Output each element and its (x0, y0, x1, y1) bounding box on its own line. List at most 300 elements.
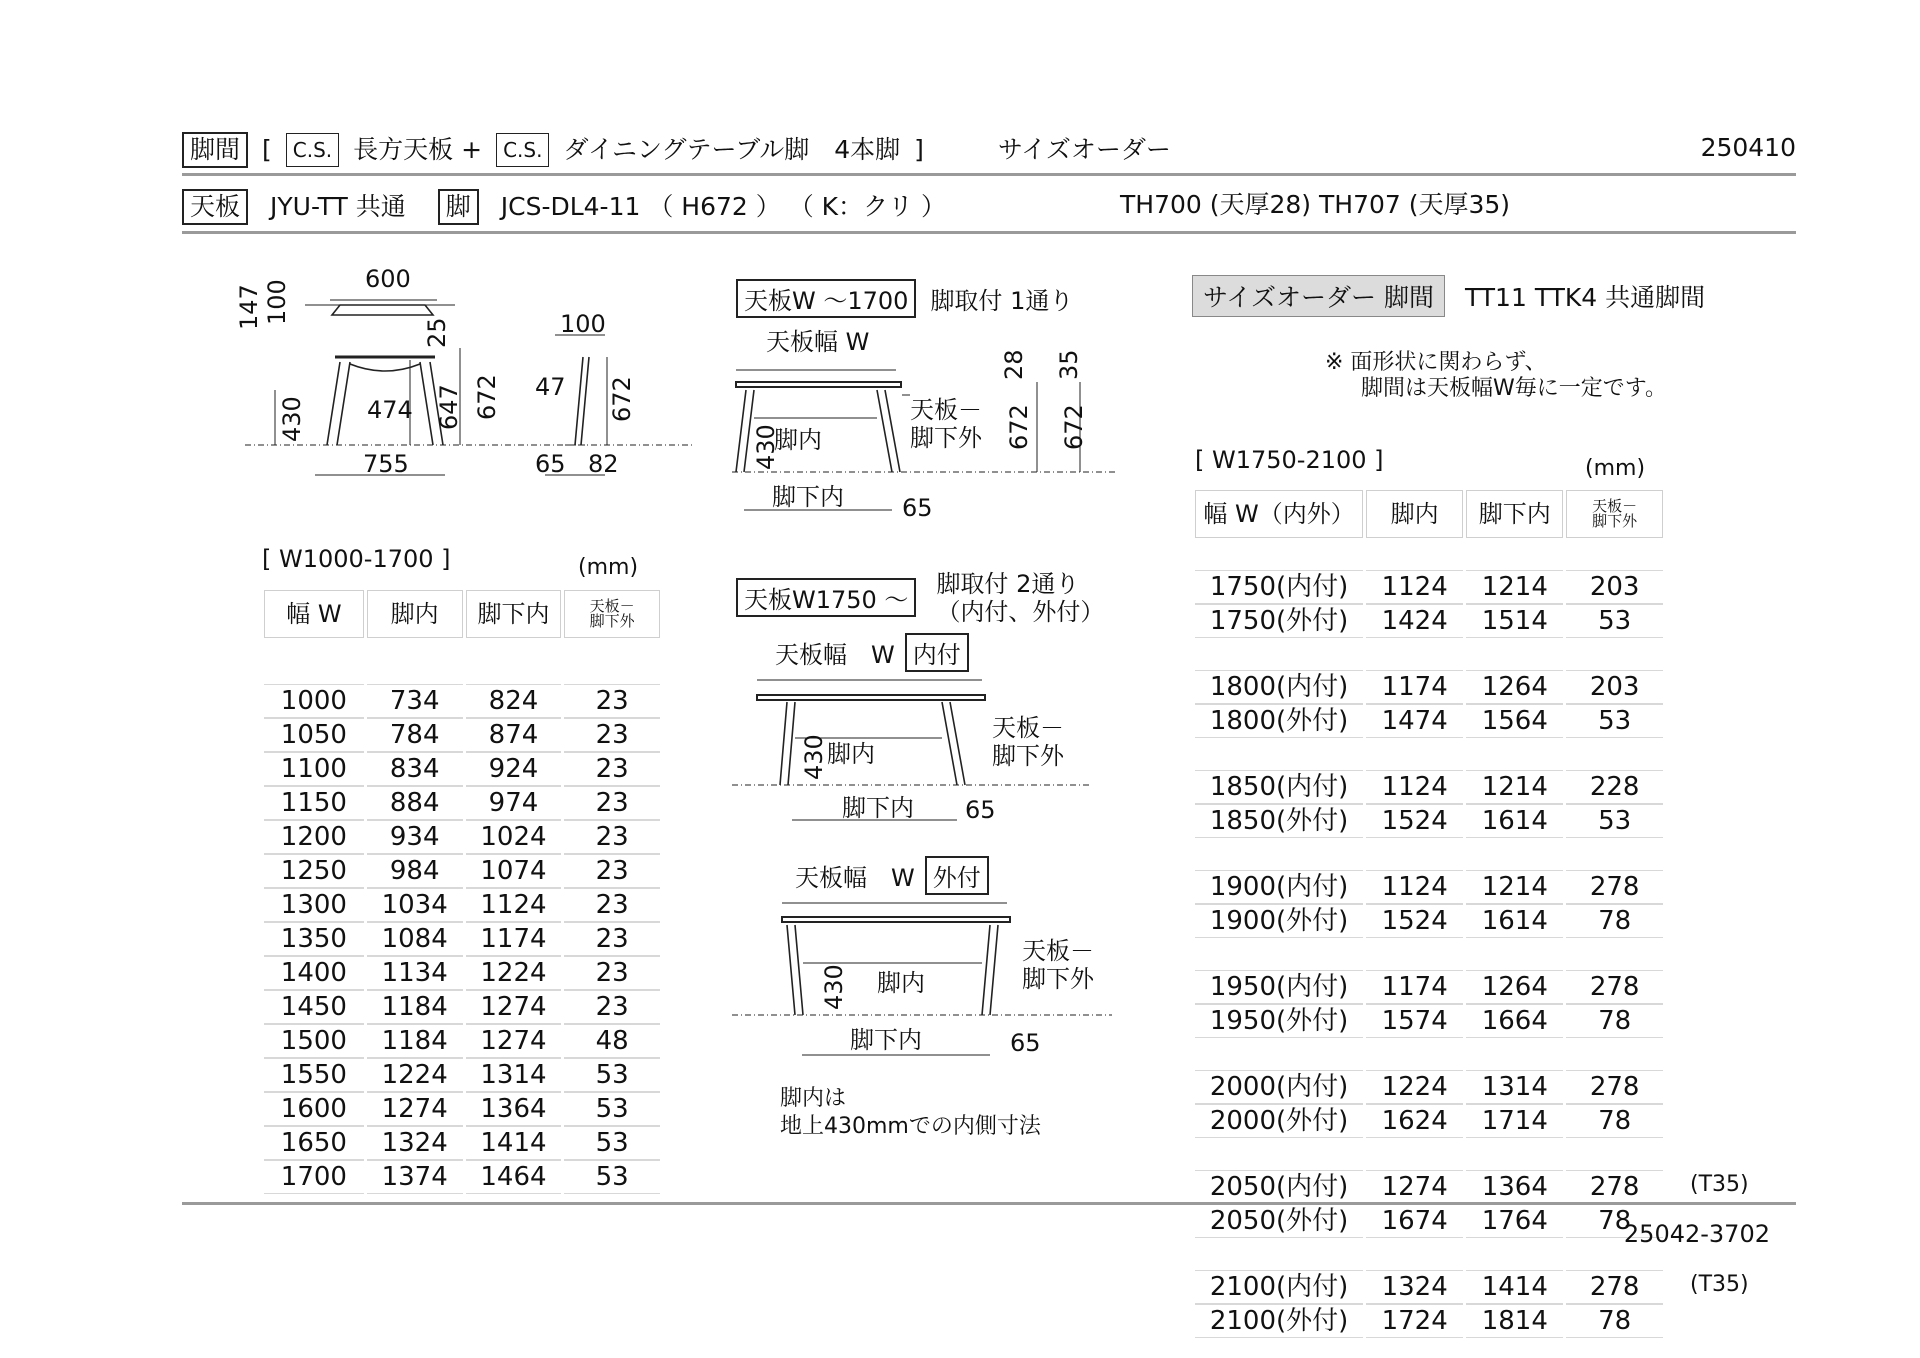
table-row (264, 1092, 660, 1126)
table-row (264, 990, 660, 1024)
cell-top-leg-outer: 48 (564, 1024, 660, 1058)
spacer-cell (1566, 838, 1663, 870)
cell-leg-inner: 784 (367, 718, 463, 752)
cell-width: 1550 (264, 1058, 364, 1092)
table-row (264, 854, 660, 888)
diagram2-title-note: 脚取付 1通り (930, 287, 1074, 315)
cell-top-leg-outer: 278 (1566, 1070, 1663, 1104)
cell-leg-inner: 1524 (1366, 904, 1463, 938)
cell-top-leg-outer: 23 (564, 718, 660, 752)
cell-leg-inner: 1084 (367, 922, 463, 956)
group-spacer (1195, 738, 1663, 770)
cell-width-inout: 1950(外付) (1195, 1004, 1363, 1038)
cell-width: 1150 (264, 786, 364, 820)
cell-leg-bottom-inner: 1214 (1466, 770, 1563, 804)
cell-width-inout: 2050(外付) (1195, 1204, 1363, 1238)
cell-leg-inner: 1224 (367, 1058, 463, 1092)
cell-leg-bottom-inner: 1264 (1466, 970, 1563, 1004)
cell-width: 1450 (264, 990, 364, 1024)
spacer-cell (1366, 638, 1463, 670)
cell-leg-bottom-inner: 1314 (1466, 1070, 1563, 1104)
table-row (1195, 1170, 1663, 1204)
cell-leg-bottom-inner: 1124 (466, 888, 562, 922)
spacer-cell (1566, 538, 1663, 570)
spacer-cell (1566, 938, 1663, 970)
cell-leg-bottom-inner: 1764 (1466, 1204, 1563, 1238)
diagram3-note-1: 脚内は (780, 1086, 847, 1111)
row-note-t35: (T35) (1690, 1272, 1749, 1297)
cell-leg-bottom-inner: 1414 (1466, 1270, 1563, 1304)
cell-width-inout: 1750(外付) (1195, 604, 1363, 638)
spacer-cell (1466, 638, 1563, 670)
header-leg-bottom-inner: 脚下内 (466, 590, 562, 638)
table-row (264, 888, 660, 922)
d2-side-label-1: 天板－ (910, 396, 982, 424)
table-right-range: [ W1750-2100 ] (1195, 446, 1384, 474)
spacer-cell (1566, 638, 1663, 670)
header-leg-bottom-inner-r: 脚下内 (1466, 490, 1563, 538)
table-row (1195, 770, 1663, 804)
group-spacer (1195, 1138, 1663, 1170)
dim-100a: 100 (263, 279, 291, 325)
dim-672a: 672 (473, 374, 501, 420)
table-row (1195, 1204, 1663, 1238)
cell-top-leg-outer: 53 (564, 1092, 660, 1126)
cell-leg-inner: 1124 (1366, 770, 1463, 804)
cell-leg-inner: 1374 (367, 1160, 463, 1194)
table-row (1195, 670, 1663, 704)
cell-leg-bottom-inner: 1274 (466, 990, 562, 1024)
spacer-cell (1195, 538, 1363, 570)
cell-top-leg-outer: 53 (564, 1058, 660, 1092)
header-width-inout: 幅 W（内外） (1195, 490, 1363, 538)
spacer-cell (1195, 1038, 1363, 1070)
cell-leg-inner: 1674 (1366, 1204, 1463, 1238)
d3-tag-inner: 内付 (905, 633, 969, 672)
cell-leg-bottom-inner: 1214 (1466, 570, 1563, 604)
table-right-unit: (mm) (1585, 456, 1646, 481)
right-panel-note-1: ※ 面形状に関わらず、 (1325, 350, 1547, 375)
cell-top-leg-outer: 78 (1566, 1204, 1663, 1238)
table-left-range: [ W1000-1700 ] (262, 545, 451, 573)
spacer-cell (1195, 1238, 1363, 1270)
cell-leg-inner: 1184 (367, 1024, 463, 1058)
d3-dim-65b: 65 (1010, 1029, 1041, 1057)
cell-leg-bottom-inner: 1664 (1466, 1004, 1563, 1038)
dim-25: 25 (423, 317, 451, 348)
diagram3-title-note-1: 脚取付 2通り (936, 570, 1080, 598)
cell-leg-bottom-inner: 1514 (1466, 604, 1563, 638)
group-spacer (1195, 838, 1663, 870)
cell-top-leg-outer: 23 (564, 854, 660, 888)
cell-leg-bottom-inner: 1174 (466, 922, 562, 956)
d3-tag-outer: 外付 (925, 856, 989, 895)
subheader-thickness: TH700 (天厚28) TH707 (天厚35) (1120, 190, 1511, 219)
spacer-cell (1466, 938, 1563, 970)
d3-dim-430: 430 (800, 734, 828, 780)
cell-top-leg-outer: 23 (564, 820, 660, 854)
table-diagram-inner-mount (732, 670, 1092, 840)
cell-leg-bottom-inner: 1314 (466, 1058, 562, 1092)
d2-side-label-2: 脚下外 (910, 424, 982, 452)
dim-147: 147 (235, 284, 263, 330)
spacer-cell (1466, 838, 1563, 870)
cell-leg-inner: 1174 (1366, 670, 1463, 704)
cell-leg-inner: 734 (367, 684, 463, 718)
table-row (1195, 1070, 1663, 1104)
spacer-cell (1466, 1138, 1563, 1170)
row-note-t35: (T35) (1690, 1172, 1749, 1197)
cell-top-leg-outer: 278 (1566, 1170, 1663, 1204)
cell-leg-inner: 1624 (1366, 1104, 1463, 1138)
table-row (1195, 604, 1663, 638)
cell-leg-inner: 1274 (367, 1092, 463, 1126)
d2-dim-430: 430 (752, 424, 780, 470)
cell-top-leg-outer: 53 (564, 1160, 660, 1194)
d3-width-label-outer: 天板幅 W (795, 864, 915, 892)
cell-top-leg-outer: 23 (564, 990, 660, 1024)
cell-width: 1350 (264, 922, 364, 956)
spacer-cell (1366, 1238, 1463, 1270)
cell-width-inout: 1950(内付) (1195, 970, 1363, 1004)
header-cs-badge-2: C.S. (496, 133, 549, 167)
cell-leg-bottom-inner: 1814 (1466, 1304, 1563, 1338)
cell-width: 1500 (264, 1024, 364, 1058)
spacer-cell (1466, 1038, 1563, 1070)
cell-leg-inner: 1324 (367, 1126, 463, 1160)
d3-side-label-1: 天板－ (992, 714, 1064, 742)
cell-leg-inner: 984 (367, 854, 463, 888)
cell-leg-inner: 1174 (1366, 970, 1463, 1004)
d3-inner-heading (775, 633, 969, 672)
d2-dim-65: 65 (902, 494, 933, 522)
cell-top-leg-outer: 23 (564, 786, 660, 820)
table-row (1195, 870, 1663, 904)
table-row (264, 1160, 660, 1194)
spacer-cell (1195, 638, 1363, 670)
d2-dim-672a: 672 (1005, 404, 1033, 450)
subheader-leg-model: JCS-DL4-11 （ H672 ） （ K：クリ ） (500, 192, 946, 221)
cell-leg-bottom-inner: 1074 (466, 854, 562, 888)
header-product-leg: ダイニングテーブル脚 4本脚 (563, 135, 901, 164)
table-row (1195, 804, 1663, 838)
dim-430: 430 (278, 396, 306, 442)
cell-leg-inner: 1184 (367, 990, 463, 1024)
group-spacer (1195, 1038, 1663, 1070)
cell-leg-bottom-inner: 1564 (1466, 704, 1563, 738)
group-spacer (1195, 538, 1663, 570)
spacer-cell (1566, 738, 1663, 770)
table-row (264, 956, 660, 990)
header-top-leg-outer (564, 590, 660, 638)
d3-bottom-label: 脚下内 (842, 794, 914, 822)
table-row (264, 820, 660, 854)
size-order-tag: サイズオーダー 脚間 (1192, 275, 1445, 317)
table-row (1195, 1004, 1663, 1038)
cell-leg-bottom-inner: 1714 (1466, 1104, 1563, 1138)
cell-leg-inner: 834 (367, 752, 463, 786)
d3-outer-heading (795, 856, 989, 895)
cell-width-inout: 1750(内付) (1195, 570, 1363, 604)
spacer-cell (1466, 1238, 1563, 1270)
cell-leg-inner: 1134 (367, 956, 463, 990)
group-spacer (1195, 638, 1663, 670)
cell-leg-inner: 1424 (1366, 604, 1463, 638)
cell-leg-inner: 884 (367, 786, 463, 820)
footer-divider (182, 1202, 1796, 1205)
cell-width-inout: 1900(外付) (1195, 904, 1363, 938)
table-row (264, 684, 660, 718)
cell-top-leg-outer: 278 (1566, 1270, 1663, 1304)
dim-600: 600 (365, 265, 411, 293)
cell-top-leg-outer: 78 (1566, 904, 1663, 938)
cell-width-inout: 1800(外付) (1195, 704, 1363, 738)
cell-leg-bottom-inner: 1414 (466, 1126, 562, 1160)
cell-width: 1600 (264, 1092, 364, 1126)
spacer-cell (1195, 1138, 1363, 1170)
d3-inner-label: 脚内 (827, 740, 875, 768)
table-row (264, 1024, 660, 1058)
d3-width-label-inner: 天板幅 W (775, 641, 895, 669)
cell-top-leg-outer: 23 (564, 752, 660, 786)
cell-top-leg-outer: 23 (564, 888, 660, 922)
cell-top-leg-outer: 78 (1566, 1004, 1663, 1038)
right-panel-note-2: 脚間は天板幅W毎に一定です。 (1361, 376, 1667, 401)
table-row (264, 718, 660, 752)
cell-width-inout: 2050(内付) (1195, 1170, 1363, 1204)
diagram3-title-note (936, 570, 1104, 626)
subheader-row (182, 189, 946, 225)
cell-top-leg-outer: 53 (1566, 704, 1663, 738)
cell-leg-bottom-inner: 974 (466, 786, 562, 820)
diagram2-title-box: 天板W ～1700 (736, 279, 916, 318)
common-models: TT11 TTK4 共通脚間 (1464, 283, 1706, 312)
d3-dim-65: 65 (965, 796, 996, 824)
table-row (264, 1058, 660, 1092)
cell-leg-bottom-inner: 1364 (466, 1092, 562, 1126)
d2-dim-35: 35 (1055, 349, 1083, 380)
table-right-body (1195, 538, 1663, 1338)
cell-width-inout: 1900(内付) (1195, 870, 1363, 904)
spacer-cell (1366, 838, 1463, 870)
dim-100b: 100 (560, 310, 606, 338)
table-left-body (264, 684, 660, 1194)
cell-width: 1050 (264, 718, 364, 752)
dim-672b: 672 (608, 376, 636, 422)
table-left-unit: (mm) (578, 555, 639, 580)
diagram3-title-note-2: （内付、外付） (936, 598, 1105, 626)
cell-leg-bottom-inner: 1464 (466, 1160, 562, 1194)
right-panel-heading (1192, 275, 1705, 317)
cell-leg-bottom-inner: 1264 (1466, 670, 1563, 704)
table-row (264, 752, 660, 786)
spacer-cell (1566, 1038, 1663, 1070)
cell-top-leg-outer: 78 (1566, 1104, 1663, 1138)
header-bracket-open: [ (262, 135, 272, 164)
header-leg-inner: 脚内 (367, 590, 463, 638)
table-row (1195, 1270, 1663, 1304)
cell-leg-bottom-inner: 824 (466, 684, 562, 718)
header-width: 幅 W (264, 590, 364, 638)
cell-top-leg-outer: 78 (1566, 1304, 1663, 1338)
header-top-leg-outer-r-l2: 脚下外 (1592, 512, 1638, 530)
table-row (1195, 704, 1663, 738)
spacer-cell (1366, 738, 1463, 770)
spacer-cell (1466, 538, 1563, 570)
cell-top-leg-outer: 53 (1566, 804, 1663, 838)
spacer-cell (1366, 1038, 1463, 1070)
header-size-order: サイズオーダー (997, 135, 1171, 164)
cell-width-inout: 1850(内付) (1195, 770, 1363, 804)
table-row (1195, 1304, 1663, 1338)
header-divider-1 (182, 173, 1796, 176)
cell-width: 1400 (264, 956, 364, 990)
d3-side-label-1b: 天板－ (1022, 937, 1094, 965)
cell-width-inout: 1800(内付) (1195, 670, 1363, 704)
cell-leg-bottom-inner: 874 (466, 718, 562, 752)
header-code: 250410 (1700, 133, 1796, 162)
header-top-leg-outer-l2: 脚下外 (589, 612, 635, 630)
diagram3-title-box: 天板W1750 ～ (736, 578, 916, 617)
spacer-cell (1366, 938, 1463, 970)
cell-leg-inner: 1124 (1366, 570, 1463, 604)
top-view-frame (332, 305, 433, 315)
cell-leg-inner: 1124 (1366, 870, 1463, 904)
footer-doc-number: 25042-3702 (1623, 1220, 1770, 1248)
d2-width-label: 天板幅 W (766, 328, 870, 356)
diagram2-title (736, 279, 1073, 318)
spacer-cell (1566, 1138, 1663, 1170)
header-row (182, 132, 1171, 168)
cell-leg-inner: 1474 (1366, 704, 1463, 738)
cell-width: 1200 (264, 820, 364, 854)
table-row (264, 786, 660, 820)
spacer-cell (1195, 938, 1363, 970)
cell-leg-bottom-inner: 1214 (1466, 870, 1563, 904)
d3-bottom-label-2: 脚下内 (850, 1026, 922, 1054)
table-left (261, 590, 663, 1194)
header-bracket-close: ] (914, 135, 924, 164)
spacer-cell (1366, 1138, 1463, 1170)
header-top-leg-outer-r-l1: 天板－ (1592, 497, 1638, 515)
cell-width: 1650 (264, 1126, 364, 1160)
table-row (1195, 970, 1663, 1004)
subheader-tag-top: 天板 (182, 189, 248, 225)
cell-top-leg-outer: 278 (1566, 970, 1663, 1004)
dim-82: 82 (588, 450, 619, 478)
diagram3-title (736, 570, 1104, 626)
dim-474: 474 (367, 396, 413, 424)
cell-leg-bottom-inner: 924 (466, 752, 562, 786)
diagram3-note (780, 1085, 1041, 1141)
header-product-top: 長方天板 + (353, 135, 483, 164)
header-leg-inner-r: 脚内 (1366, 490, 1463, 538)
subheader-tag-leg: 脚 (438, 189, 479, 225)
d2-dim-28: 28 (1000, 349, 1028, 380)
d2-dim-672b: 672 (1060, 404, 1088, 450)
cell-width-inout: 2100(内付) (1195, 1270, 1363, 1304)
cell-top-leg-outer: 53 (1566, 604, 1663, 638)
d3-inner-label-2: 脚内 (877, 969, 925, 997)
cell-width: 1700 (264, 1160, 364, 1194)
cell-leg-inner: 1274 (1366, 1170, 1463, 1204)
cell-width-inout: 2100(外付) (1195, 1304, 1363, 1338)
group-spacer (1195, 1238, 1663, 1270)
dim-47: 47 (535, 373, 566, 401)
d3-side-label-2: 脚下外 (992, 742, 1064, 770)
d3-dim-430b: 430 (820, 964, 848, 1010)
right-panel-note (1325, 350, 1667, 402)
dim-755: 755 (363, 450, 409, 478)
cell-leg-bottom-inner: 1614 (1466, 804, 1563, 838)
spacer-cell (1195, 738, 1363, 770)
header-top-leg-outer-r (1566, 490, 1663, 538)
cell-top-leg-outer: 23 (564, 922, 660, 956)
cell-width-inout: 2000(外付) (1195, 1104, 1363, 1138)
group-spacer (1195, 938, 1663, 970)
cell-top-leg-outer: 203 (1566, 670, 1663, 704)
cell-leg-inner: 934 (367, 820, 463, 854)
cell-width-inout: 1850(外付) (1195, 804, 1363, 838)
table-row (1195, 570, 1663, 604)
cell-width: 1100 (264, 752, 364, 786)
spacer-cell (1366, 538, 1463, 570)
d3-side-label-2b: 脚下外 (1022, 965, 1094, 993)
table-row (1195, 904, 1663, 938)
cell-leg-bottom-inner: 1274 (466, 1024, 562, 1058)
cell-leg-bottom-inner: 1614 (1466, 904, 1563, 938)
table-row (1195, 1104, 1663, 1138)
dim-65: 65 (535, 450, 566, 478)
subheader-top-model: JYU-TT 共通 (270, 192, 406, 221)
diagram3-note-2: 地上430mmでの内側寸法 (780, 1114, 1041, 1139)
dim-647: 647 (435, 384, 463, 430)
table-row (264, 922, 660, 956)
cell-top-leg-outer: 23 (564, 684, 660, 718)
header-cs-badge-1: C.S. (286, 133, 339, 167)
table-diagram-standard (732, 320, 1132, 530)
cell-top-leg-outer: 278 (1566, 870, 1663, 904)
header-top-leg-outer-l1: 天板－ (589, 597, 635, 615)
cell-leg-inner: 1724 (1366, 1304, 1463, 1338)
cell-leg-inner: 1324 (1366, 1270, 1463, 1304)
table-row (264, 1126, 660, 1160)
header-tag-kyakukan: 脚間 (182, 132, 248, 168)
cell-leg-inner: 1034 (367, 888, 463, 922)
spacer-cell (1466, 738, 1563, 770)
cell-leg-bottom-inner: 1024 (466, 820, 562, 854)
cell-top-leg-outer: 203 (1566, 570, 1663, 604)
cell-top-leg-outer: 53 (564, 1126, 660, 1160)
cell-leg-inner: 1524 (1366, 804, 1463, 838)
table-right (1192, 490, 1666, 1338)
leg-dimension-diagram (235, 260, 695, 500)
header-divider-2 (182, 231, 1796, 234)
cell-top-leg-outer: 228 (1566, 770, 1663, 804)
d2-bottom-label: 脚下内 (772, 483, 844, 511)
spacer-cell (1195, 838, 1363, 870)
cell-top-leg-outer: 23 (564, 956, 660, 990)
cell-leg-bottom-inner: 1224 (466, 956, 562, 990)
d2-inner-label: 脚内 (774, 426, 822, 454)
cell-width-inout: 2000(内付) (1195, 1070, 1363, 1104)
cell-leg-inner: 1224 (1366, 1070, 1463, 1104)
cell-width: 1000 (264, 684, 364, 718)
cell-leg-bottom-inner: 1364 (1466, 1170, 1563, 1204)
cell-width: 1250 (264, 854, 364, 888)
table-diagram-outer-mount (732, 895, 1112, 1070)
cell-width: 1300 (264, 888, 364, 922)
